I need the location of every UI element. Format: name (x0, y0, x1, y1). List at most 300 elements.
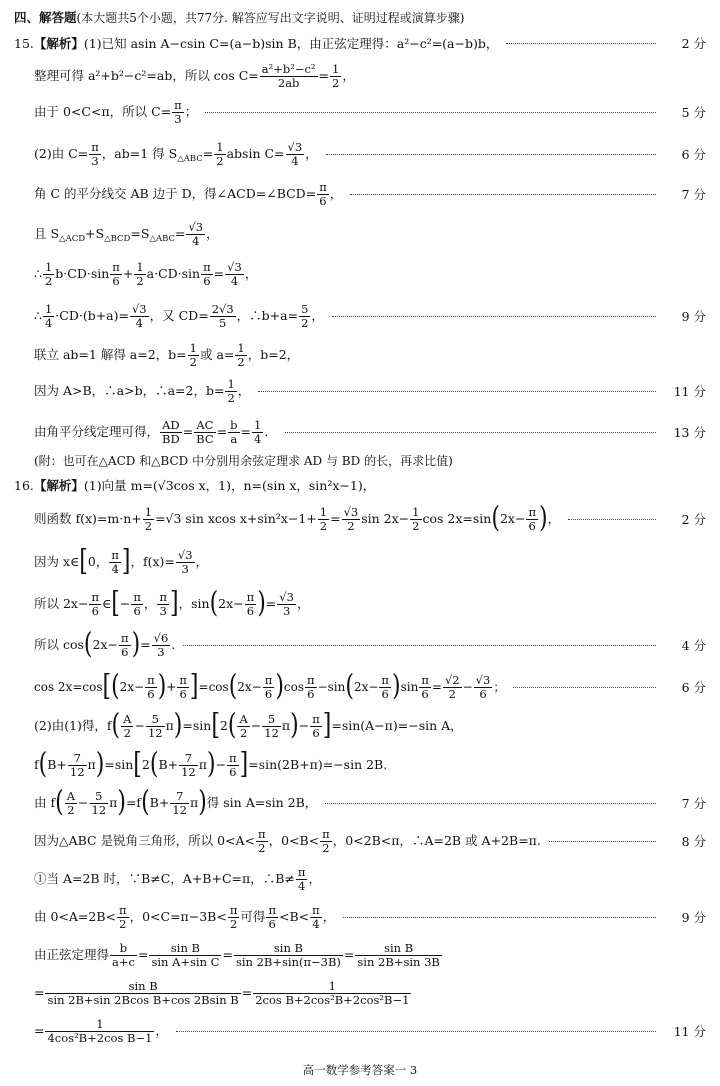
denominator: sin 2B+sin 2Bcos B+cos 2Bsin B (47, 992, 239, 1007)
q15-line-10 (0, 375, 720, 407)
fraction (474, 674, 493, 701)
denominator: 2 (67, 802, 75, 817)
denominator: 3 (174, 111, 182, 126)
q16-line-7 (0, 709, 720, 743)
denominator: 6 (91, 603, 99, 618)
text: = (216, 423, 228, 439)
q15-line-7 (0, 257, 720, 291)
denominator: 6 (203, 273, 211, 288)
fraction (305, 674, 317, 701)
text: (2)由 C= (34, 145, 89, 161)
q15-line-6 (0, 217, 720, 251)
q15-note: (附：也可在△ACD 和△BCD 中分别用余弦定理求 AD 与 BD 的长，再求比值) (34, 454, 453, 468)
section-title: 四、解答题 (14, 10, 77, 25)
numerator: 5 (146, 713, 165, 727)
numerator: π (147, 672, 155, 687)
q16-line-1 (14, 476, 375, 494)
numerator: 1 (144, 504, 153, 519)
denominator: 6 (479, 686, 487, 701)
fraction (179, 752, 198, 779)
text: ，∴b+a= (236, 307, 299, 323)
numerator: AD (160, 419, 182, 433)
text: f (34, 756, 39, 772)
numerator: sin B (355, 942, 441, 956)
text: = (241, 984, 253, 1000)
bracket: ] (189, 670, 199, 703)
leader-dots (568, 518, 656, 520)
text: +S (85, 225, 105, 241)
numerator: √3 (188, 219, 204, 234)
subscript: △ACD (59, 233, 86, 244)
text: 且 S (34, 225, 60, 241)
denominator: 12 (147, 725, 163, 740)
denominator: sin A+sin C (151, 954, 220, 969)
text: ∴ (34, 265, 42, 281)
score-label: 9 分 (681, 910, 706, 925)
numerator: √3 (279, 589, 294, 604)
denominator: 6 (112, 273, 120, 288)
denominator: 2 (44, 273, 53, 288)
text: 2 (219, 717, 228, 733)
denominator: 2 (189, 354, 197, 369)
fraction (143, 506, 154, 533)
text: = (34, 1022, 45, 1038)
text: − (119, 595, 131, 611)
text: π (165, 717, 174, 733)
text: ． (264, 423, 277, 439)
fraction (310, 904, 322, 931)
text: 由 f (34, 794, 56, 810)
text: =sin(A−π)=−sin A， (331, 717, 463, 733)
fraction (146, 713, 165, 740)
text: = (222, 946, 233, 962)
numerator: 5 (262, 713, 281, 727)
fraction (194, 419, 215, 446)
text: . (171, 636, 176, 652)
text: ， (308, 870, 321, 886)
text: 2x− (499, 510, 526, 526)
text: ， (322, 908, 336, 924)
fraction (228, 904, 240, 931)
text: π (109, 794, 118, 810)
text: 由于 0<C<π，所以 C= (34, 103, 172, 119)
q15-tag: 【解析】 (33, 36, 84, 51)
text: 或 a= (199, 346, 235, 362)
denominator: 12 (264, 725, 279, 740)
q16-line-9 (0, 786, 720, 820)
score-label: 2 分 (681, 512, 706, 527)
fraction (89, 591, 101, 618)
denominator: 4 (298, 878, 306, 893)
denominator: 2 (448, 686, 456, 701)
bracket: ) (290, 709, 299, 742)
leader-dots (549, 840, 656, 842)
denominator: 6 (121, 644, 129, 659)
bracket: ( (111, 670, 120, 703)
numerator: √6 (153, 630, 169, 645)
fraction (117, 904, 129, 931)
denominator: 6 (268, 916, 276, 931)
denominator: 3 (181, 561, 189, 576)
numerator: sin B (149, 942, 221, 956)
score-label: 9 分 (681, 309, 706, 324)
denominator: 6 (307, 686, 315, 701)
text: − (78, 794, 89, 810)
denominator: sin 2B+sin(π−3B) (235, 954, 341, 969)
numerator: π (91, 589, 100, 604)
text: 因为△ABC 是锐角三角形，所以 0<A< (34, 832, 255, 848)
denominator: 3 (159, 603, 167, 618)
numerator: 7 (179, 752, 198, 766)
bracket: ) (257, 587, 266, 620)
fraction (130, 303, 149, 330)
q16-number: 16. (14, 478, 34, 493)
text: 0， (87, 553, 109, 569)
denominator: 4 (135, 315, 143, 330)
denominator: 3 (157, 644, 165, 659)
text: ，ab=1 得 S (101, 145, 178, 161)
text: − (134, 717, 145, 733)
text: π (189, 794, 199, 810)
denominator: 2 (119, 916, 127, 931)
denominator: 2cos B+2cos²B+2cos²B−1 (255, 992, 410, 1007)
text: = (265, 595, 277, 611)
numerator: 1 (332, 61, 340, 76)
text: ， (342, 67, 355, 83)
bracket: ) (95, 748, 105, 781)
numerator: √3 (287, 139, 303, 154)
fraction (310, 713, 322, 740)
text: 由角平分线定理可得， (34, 423, 160, 439)
bracket: ) (275, 670, 284, 703)
numerator: π (119, 902, 127, 917)
numerator: 1 (253, 980, 411, 994)
text: ，f(x)= (130, 553, 175, 569)
score-label: 8 分 (681, 834, 706, 849)
denominator: 6 (264, 686, 273, 701)
numerator: π (203, 259, 211, 274)
bracket: ( (149, 748, 159, 781)
score-label: 11 分 (673, 384, 706, 399)
q16-line-12 (0, 900, 720, 934)
denominator: 4 (253, 431, 262, 446)
numerator: π (297, 864, 306, 879)
numerator: π (112, 259, 120, 274)
fraction (110, 942, 137, 969)
fraction (201, 261, 213, 288)
numerator: π (312, 711, 320, 726)
text: absin C= (226, 145, 285, 161)
denominator: 12 (91, 802, 107, 817)
text: =cos (198, 679, 229, 694)
text: ，又 CD= (149, 307, 209, 323)
numerator: π (307, 672, 315, 687)
leader-dots (176, 1030, 656, 1032)
numerator: π (246, 589, 255, 604)
denominator: 6 (229, 764, 237, 779)
fraction (266, 904, 278, 931)
leader-dots (258, 390, 656, 392)
denominator: 2 (412, 518, 420, 533)
numerator: π (528, 504, 536, 519)
numerator: AC (194, 419, 215, 433)
leader-dots (332, 315, 656, 317)
text: = (202, 145, 214, 161)
numerator: b (110, 942, 137, 956)
leader-dots (506, 42, 656, 44)
q15-line-1 (0, 28, 720, 58)
numerator: π (421, 672, 429, 687)
text: 因为 x∈ (34, 553, 80, 569)
numerator: √3 (131, 301, 147, 316)
text: 角 C 的平分线交 AB 边于 D，得∠ACD=∠BCD= (34, 185, 317, 201)
bracket: ) (391, 670, 401, 703)
text: ， (296, 595, 310, 611)
numerator: 1 (45, 1018, 154, 1032)
text: ， (143, 595, 157, 611)
numerator: 1 (136, 259, 144, 274)
numerator: π (159, 589, 167, 604)
numerator: π (264, 672, 273, 687)
leader-dots (326, 153, 656, 155)
text: =√3 sin xcos x+sin²x−1+ (155, 510, 317, 526)
numerator: √3 (343, 504, 359, 519)
text: 可得 (240, 908, 266, 924)
fraction (45, 980, 240, 1007)
fraction (228, 419, 239, 446)
bracket: [ (79, 545, 88, 578)
denominator: 6 (312, 725, 320, 740)
numerator: b (230, 417, 238, 432)
text: 则函数 f(x)=m·n+ (34, 510, 142, 526)
fraction (186, 221, 205, 248)
leader-dots (343, 916, 656, 918)
text: ，0<C=π−3B< (129, 908, 227, 924)
text: cos 2x=sin (422, 510, 492, 526)
page-footer: 高一数学参考答案一 3 (302, 1063, 418, 1077)
denominator: a (230, 431, 238, 446)
bracket: ( (345, 670, 354, 703)
text: + (122, 265, 134, 281)
text: ，b=2， (247, 346, 300, 362)
denominator: 2 (123, 725, 131, 740)
fraction (262, 713, 281, 740)
numerator: 7 (68, 752, 87, 766)
denominator: 2 (319, 518, 328, 533)
denominator: 2 (136, 273, 144, 288)
numerator: 5 (301, 301, 309, 316)
score-label: 7 分 (681, 187, 706, 202)
fraction (134, 261, 145, 288)
text: ∴ (34, 307, 42, 323)
fraction (225, 261, 244, 288)
text: − (250, 717, 262, 733)
numerator: a²+b²−c² (261, 61, 316, 76)
score-label: 6 分 (681, 147, 706, 162)
text: ， (329, 185, 343, 201)
denominator: 3 (91, 153, 99, 168)
denominator: 2 (237, 354, 245, 369)
text: = (240, 423, 251, 439)
numerator: 1 (253, 417, 262, 432)
q15-line1-text: (1)已知 asin A−csin C=(a−b)sin B，由正弦定理得：a²−c²=(a−b)b， (83, 36, 499, 51)
text: = (175, 225, 186, 241)
denominator: 6 (147, 686, 155, 701)
text: ①当 A=2B 时，∵B≠C，A+B+C=π，∴B≠ (34, 870, 295, 886)
text: = (318, 67, 330, 83)
text: = (213, 265, 225, 281)
denominator: 4 (192, 233, 200, 248)
text: ， (547, 510, 561, 526)
text: 2x− (218, 595, 244, 611)
text: sin 2x− (361, 510, 410, 526)
bracket: ) (539, 502, 548, 535)
text: <B< (279, 908, 310, 924)
text: 整理可得 a²+b²−c²=ab，所以 cos C= (34, 67, 259, 83)
bracket: ( (227, 709, 237, 742)
numerator: sin B (45, 980, 240, 994)
text: 联立 ab=1 解得 a=2，b= (34, 346, 187, 362)
denominator: 2 (322, 840, 330, 855)
bracket: ( (228, 670, 238, 703)
text: −sin (317, 679, 346, 694)
bracket: ] (322, 709, 332, 742)
text: + (166, 679, 177, 694)
denominator: 4cos²B+2cos B−1 (47, 1030, 153, 1045)
fraction (214, 141, 225, 168)
subscript: △ABC (149, 233, 175, 244)
fraction (260, 63, 318, 90)
fraction (235, 342, 246, 369)
bracket: ) (157, 670, 167, 703)
bracket: ) (198, 786, 207, 819)
score-label: 5 分 (681, 105, 706, 120)
text: cos (283, 679, 305, 694)
numerator: 5 (90, 790, 109, 804)
q16-line-15 (0, 1014, 720, 1048)
bracket: ] (170, 587, 179, 620)
text: ； (184, 103, 198, 119)
bracket: ] (239, 748, 249, 781)
text: 因为 A>B，∴a>b，∴a=2，b= (34, 382, 225, 398)
fraction (160, 419, 182, 446)
text: ，sin (178, 595, 210, 611)
fraction (121, 713, 133, 740)
text: (2)由(1)得，f (34, 717, 112, 733)
denominator: 4 (230, 273, 239, 288)
denominator: 12 (181, 764, 196, 779)
fraction (225, 378, 236, 405)
text: 2x− (92, 636, 118, 652)
text: = (431, 679, 442, 694)
fraction (318, 506, 329, 533)
denominator: BC (196, 431, 214, 446)
fraction (277, 591, 296, 618)
numerator: 1 (44, 259, 53, 274)
fraction (379, 674, 391, 701)
fraction (65, 790, 77, 817)
bracket: ( (491, 502, 500, 535)
numerator: √3 (177, 547, 193, 562)
text: ， (305, 145, 318, 161)
text: B+ (149, 794, 170, 810)
denominator: 2 (258, 840, 266, 855)
text: B+ (158, 756, 179, 772)
q16-line-8 (0, 748, 720, 782)
numerator: sin B (234, 942, 343, 956)
bracket: ( (55, 786, 64, 819)
bracket: ( (209, 587, 219, 620)
fraction (253, 980, 411, 1007)
section-note: (本大题共5个小题，共77分. 解答应写出文字说明、证明过程或演算步骤) (76, 11, 465, 25)
denominator: 4 (312, 916, 320, 931)
score-label: 11 分 (673, 1024, 706, 1039)
denominator: 4 (291, 153, 299, 168)
denominator: 12 (172, 802, 187, 817)
score-label: 4 分 (681, 638, 706, 653)
denominator: 4 (111, 561, 119, 576)
leader-dots (205, 111, 656, 113)
text: =sin (104, 756, 134, 772)
leader-dots (513, 686, 656, 688)
fraction (256, 828, 268, 855)
numerator: √3 (475, 672, 491, 687)
text: b·CD·sin (55, 265, 110, 281)
numerator: 1 (189, 340, 197, 355)
leader-dots (350, 193, 656, 195)
numerator: A (66, 788, 76, 803)
q15-line-5 (0, 177, 720, 211)
bracket: ( (38, 748, 48, 781)
text: B+ (47, 756, 67, 772)
fraction (45, 1018, 154, 1045)
score-label: 2 分 (681, 36, 706, 51)
text: 2x− (119, 679, 145, 694)
fraction (320, 828, 332, 855)
q16-tag: 【解析】 (33, 478, 84, 493)
denominator: 2 (144, 518, 153, 533)
fraction (109, 549, 121, 576)
numerator: √2 (444, 672, 460, 687)
text: = (137, 946, 149, 962)
text: ∈ (102, 595, 112, 611)
bracket: ) (173, 709, 183, 742)
fraction (210, 303, 236, 330)
bracket: ( (83, 628, 93, 661)
bracket: ) (131, 628, 141, 661)
denominator: 6 (319, 193, 327, 208)
q16-line-2 (0, 502, 720, 536)
score-label: 7 分 (681, 796, 706, 811)
q16-line-6 (0, 670, 720, 704)
fraction (188, 342, 199, 369)
text: ， (244, 265, 258, 281)
numerator: π (133, 589, 141, 604)
numerator: π (322, 826, 330, 841)
bracket: [ (133, 748, 142, 781)
fraction (43, 261, 54, 288)
q15-number: 15. (14, 36, 34, 51)
bracket: [ (111, 587, 120, 620)
bracket: ( (111, 709, 121, 742)
text: π (87, 756, 96, 772)
bracket: ] (121, 545, 131, 578)
text: ， (206, 225, 219, 241)
q16-line-3 (0, 545, 720, 579)
numerator: π (319, 179, 327, 194)
fraction (245, 591, 257, 618)
numerator: 1 (237, 340, 245, 355)
